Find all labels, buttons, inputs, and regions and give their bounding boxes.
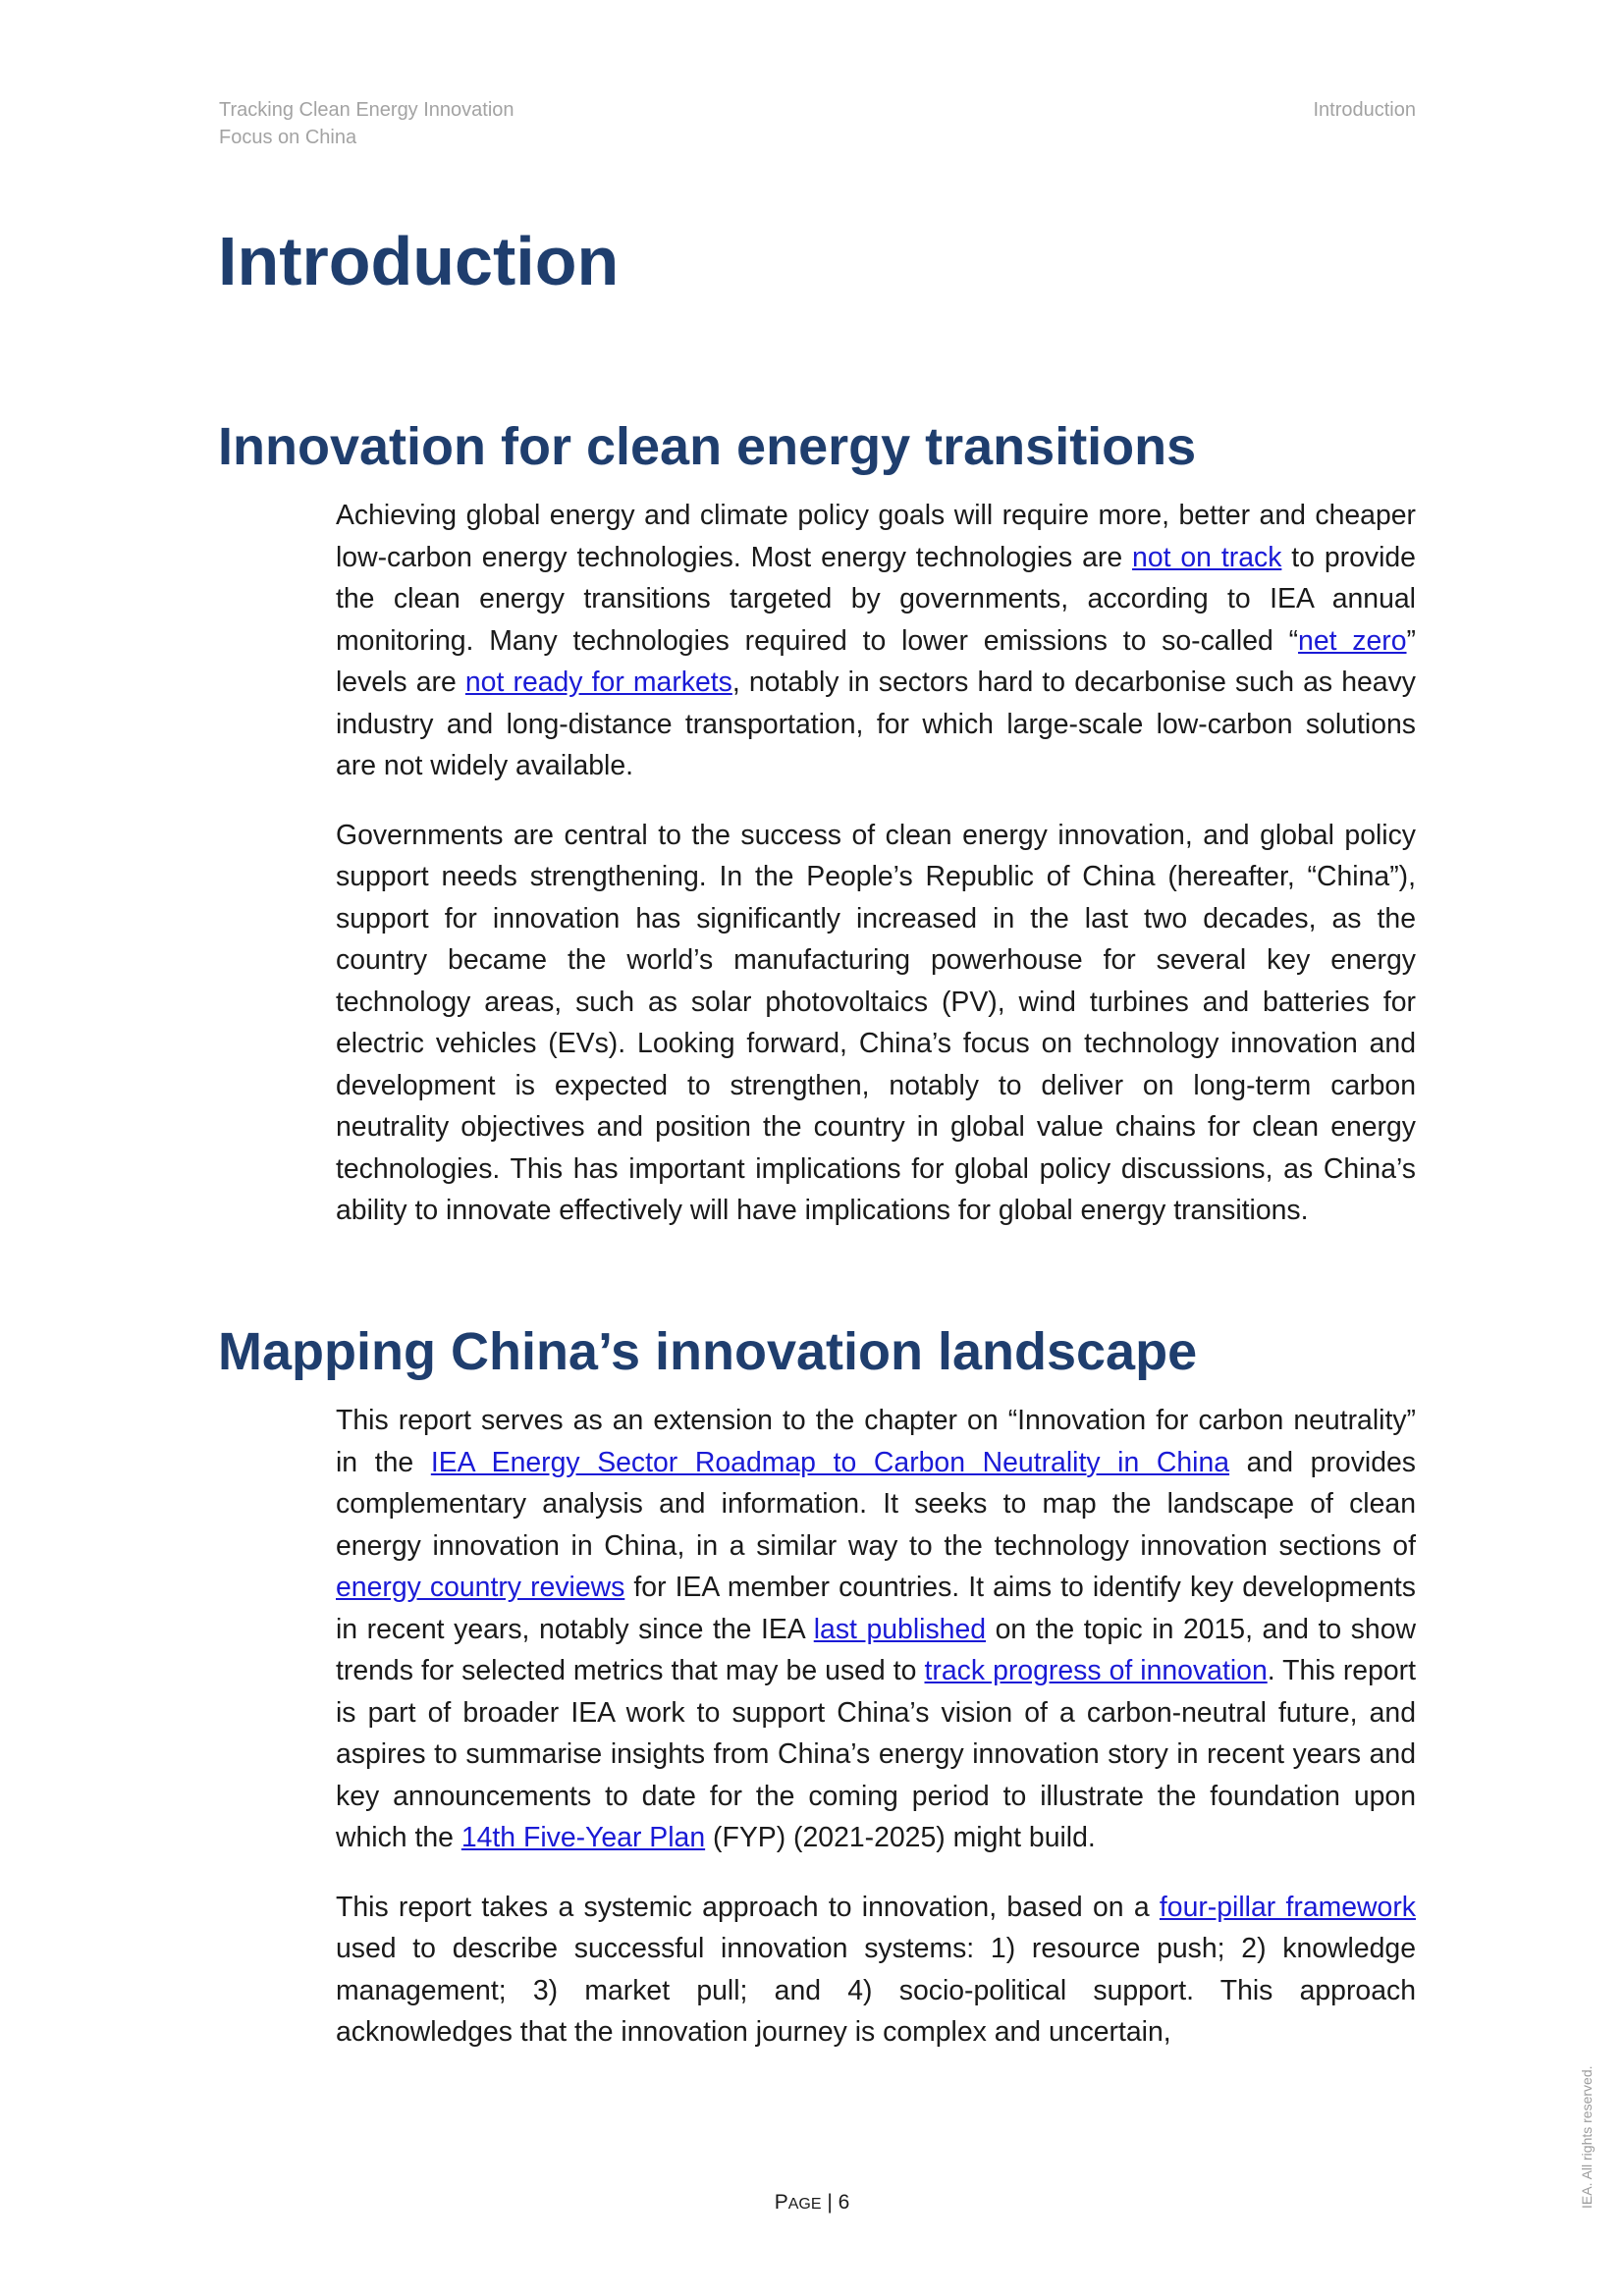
link-not-ready-for-markets[interactable]: not ready for markets [464,667,732,698]
paragraph: This report takes a systemic approach to innovation, based on a four-pillar framework used to describe successful innovation systems: 1) resource push; 2) knowledge management; 3) market pull; and 4) socio-political support. This approach acknowledges that the innovation journey is complex and uncertain, [336,1891,1416,2048]
link-net-zero[interactable]: net zero [1298,624,1407,657]
paragraph: Achieving global energy and climate policy goals will require more, better and cheaper low-carbon energy technologies. Most energy technologies are not on track to provide the clean energy transitions targeted by governments, according to IEA annual monitoring. Many technologies required to lower emissions to so-called “net zero” levels are not ready for markets, notably in sectors hard to decarbonise such as heavy industry and long-distance transportation, for which large-scale low-carbon solutions are not widely available. [336,500,1416,781]
paragraph: Governments are central to the success of clean energy innovation, and global policy support needs strengthening. In the People’s Republic of China (hereafter, “China”), support for innovation has significantly increased in the last two decades, as the country became the world’s manufacturing powerhouse for several key energy technology areas, such as solar photovoltaics (PV), wind turbines and batteries for electric vehicles (EVs). Looking forward, China’s focus on technology innovation and development is expected to strengthen, notably to deliver on long-term carbon neutrality objectives and position the country in global value chains for clean energy technologies. This has important implications for global policy discussions, as China’s ability to innovate effectively will have implications for global energy transitions. [336,819,1416,1226]
link-carbon-neutrality-roadmap[interactable]: IEA Energy Sector Roadmap to Carbon Neutrality in China [430,1446,1230,1478]
link-track-progress[interactable]: track progress of innovation [924,1655,1268,1686]
link-energy-country-reviews[interactable]: energy country reviews [336,1572,625,1603]
link-14th-five-year-plan[interactable]: 14th Five-Year Plan [460,1822,706,1853]
section-body-innovation [336,495,1416,1232]
link-last-published[interactable]: last published [813,1613,987,1645]
paragraph: This report serves as an extension to the chapter on “Innovation for carbon neutrality” in the IEA Energy Sector Roadmap to Carbon Neutrality in China and provides complementary analysis and information. It seeks to map the landscape of clean energy innovation in China, in a similar way to the technology innovation sections of energy country reviews for IEA member countries. It aims to identify key developments in recent years, notably since the IEA last published on the topic in 2015, and to show trends for selected metrics that may be used to track progress of innovation. This report is part of broader IEA work to support China’s vision of a carbon-neutral future, and aspires to summarise insights from China’s energy innovation story in recent years and key announcements to date for the coming period to illustrate the foundation upon which the 14th Five-Year Plan (FYP) (2021-2025) might build. [336,1405,1417,1853]
link-not-on-track[interactable]: not on track [1132,541,1282,573]
report-subtitle: Focus on China [219,127,357,148]
running-header-right: Introduction [1313,99,1416,121]
section-body-mapping [336,1400,1416,2054]
rights-notice: IEA. All rights reserved. [1579,2065,1595,2209]
section-title-mapping: Mapping China’s innovation landscape [218,1322,1198,1381]
page-title: Introduction [218,223,620,299]
report-title: Tracking Clean Energy Innovation [219,99,514,121]
page-number: PAGE | 6 [774,2191,850,2214]
section-title-innovation: Innovation for clean energy transitions [218,417,1197,476]
running-header-left [219,96,514,151]
link-four-pillar-framework[interactable]: four-pillar framework [1159,1891,1416,1923]
